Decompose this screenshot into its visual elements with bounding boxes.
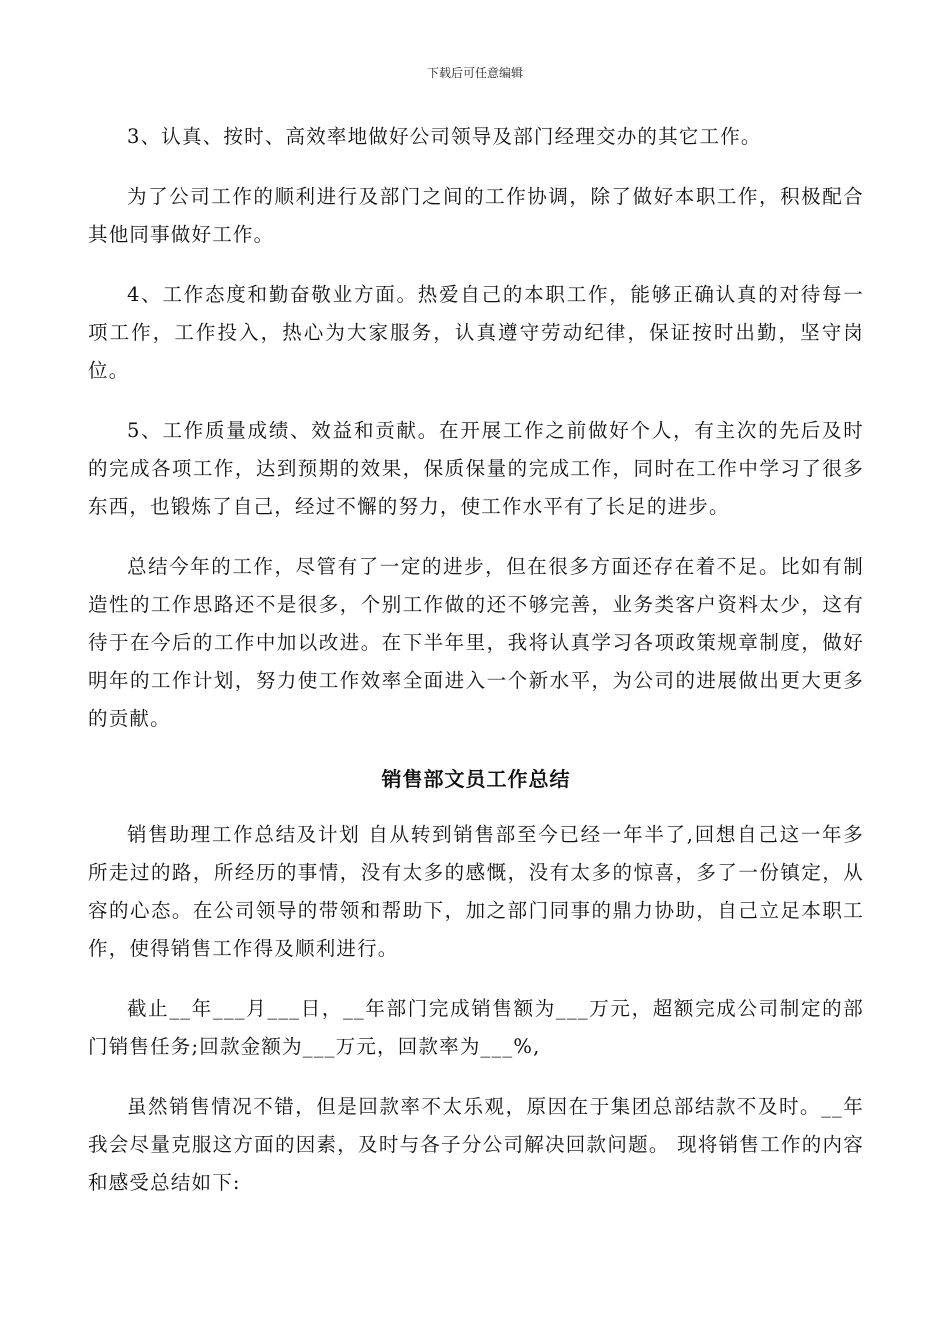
paragraph-coordination: 为了公司工作的顺利进行及部门之间的工作协调，除了做好本职工作，积极配合其他同事做好工作。	[88, 185, 864, 246]
paragraph-collection-issue: 虽然销售情况不错，但是回款率不太乐观，原因在于集团总部结款不及时。__年我会尽量克服这方面的因素，及时与各子分公司解决回款问题。 现将销售工作的内容和感受总结如下:	[88, 1095, 864, 1194]
paragraph-sales-figures: 截止__年___月___日，__年部门完成销售额为___万元，超额完成公司制定的部门销售任务;回款金额为___万元，回款率为___%,	[88, 997, 864, 1058]
paragraph-item-5: 5、工作质量成绩、效益和贡献。在开展工作之前做好个人，有主次的先后及时的完成各项工作，达到预期的效果，保质保量的完成工作，同时在工作中学习了很多东西，也锻炼了自己，经过不懈的努力，使工作水平有了长足的进步。	[88, 419, 864, 518]
document-body	[88, 118, 864, 1224]
page-header-note: 下载后可任意编辑	[426, 66, 523, 80]
paragraph-sales-intro: 销售助理工作总结及计划 自从转到销售部至今已经一年半了,回想自己这一年多所走过的路，所经历的事情，没有太多的感慨，没有太多的惊喜，多了一份镇定，从容的心态。在公司领导的带领和帮助下，加之部门同事的鼎力协助，自己立足本职工作，使得销售工作得及顺利进行。	[88, 823, 864, 960]
paragraph-item-3: 3、认真、按时、高效率地做好公司领导及部门经理交办的其它工作。	[127, 125, 762, 148]
section-title: 销售部文员工作总结	[381, 767, 571, 791]
paragraph-item-4: 4、工作态度和勤奋敬业方面。热爱自己的本职工作，能够正确认真的对待每一项工作，工作投入，热心为大家服务，认真遵守劳动纪律，保证按时出勤，坚守岗位。	[88, 283, 864, 382]
paragraph-summary: 总结今年的工作，尽管有了一定的进步，但在很多方面还存在着不足。比如有制造性的工作思路还不是很多，个别工作做的还不够完善，业务类客户资料太少，这有待于在今后的工作中加以改进。在下半年里，我将认真学习各项政策规章制度，做好明年的工作计划，努力使工作效率全面进入一个新水平，为公司的进展做出更大更多的贡献。	[88, 555, 864, 730]
